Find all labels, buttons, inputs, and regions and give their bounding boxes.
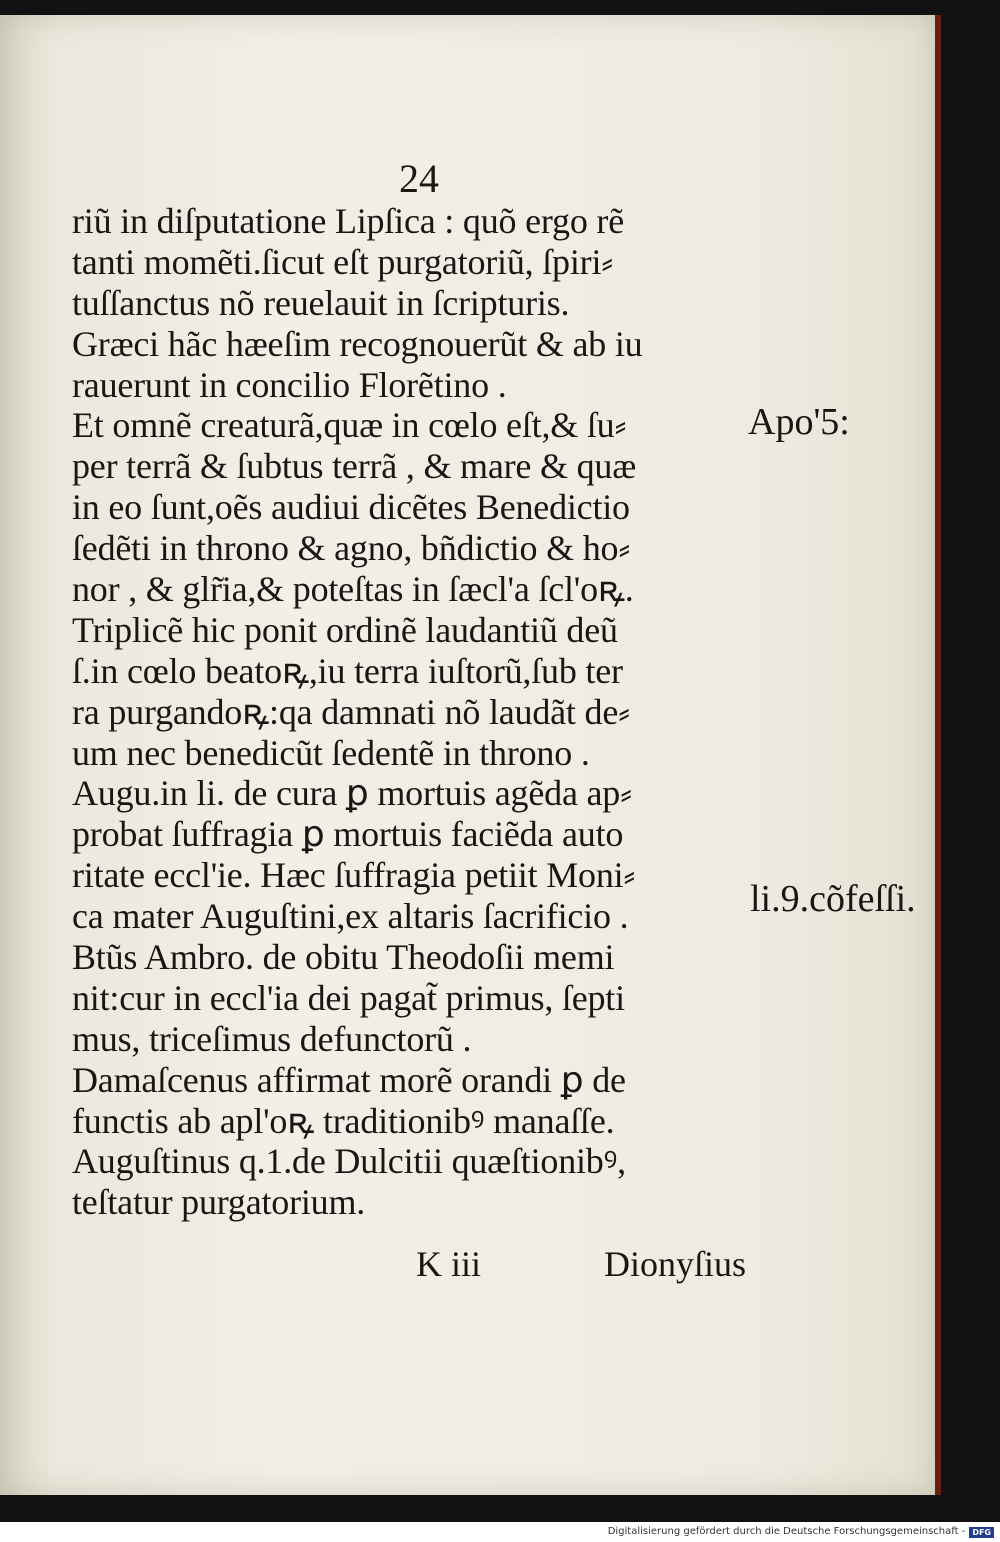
text-line: tanti momẽti.ſicut eſt purgatoriũ, ſpiri⸗ bbox=[72, 241, 614, 282]
text-line: Triplicẽ hic ponit ordinẽ laudantiũ deũ bbox=[72, 609, 618, 650]
text-line: Græci hãc hæeſim recognouerũt & ab iu bbox=[72, 323, 643, 364]
text-line: functis ab apl'oꝶ traditionibꝰ manaſſe. bbox=[72, 1100, 615, 1141]
dfg-logo-icon: DFG bbox=[969, 1527, 994, 1538]
marginal-note-confessions: li.9.cõfeſſi. bbox=[750, 878, 916, 920]
text-line: rauerunt in concilio Florẽtino . bbox=[72, 364, 507, 405]
text-line: teſtatur purgatorium. bbox=[72, 1182, 366, 1223]
text-line: mus, triceſimus defunctorũ . bbox=[72, 1018, 472, 1059]
book-page bbox=[0, 15, 941, 1495]
text-line: nit:cur in eccl'ia dei pagat̃ primus, ſepti bbox=[72, 977, 625, 1018]
body-text bbox=[72, 201, 752, 1223]
text-line: Et omnẽ creaturã,quæ in cœlo eſt,& ſu⸗ bbox=[72, 405, 627, 446]
text-line: tuſſanctus nõ reuelauit in ſcripturis. bbox=[72, 282, 570, 323]
text-line: Btũs Ambro. de obitu Theodoſii memi bbox=[72, 937, 615, 978]
text-line: in eo ſunt,oẽs audiui dicẽtes Benedictio bbox=[72, 487, 630, 528]
text-line: probat ſuffragia ꝑ mortuis faciẽda auto bbox=[72, 814, 624, 855]
text-line: per terrã & ſubtus terrã , & mare & quæ bbox=[72, 446, 637, 487]
text-line: ſ.in cœlo beatoꝶ,iu terra iuſtorũ,ſub ter bbox=[72, 650, 623, 691]
text-line: nor , & glr̃ia,& poteſtas in ſæcl'a ſcl'oꝶ. bbox=[72, 569, 634, 610]
text-line: ca mater Auguſtini,ex altaris ſacrificio . bbox=[72, 896, 629, 937]
text-line: um nec benedicũt ſedentẽ in throno . bbox=[72, 732, 590, 773]
text-line: ſedẽti in throno & agno, bñdictio & ho⸗ bbox=[72, 528, 631, 569]
footer-bar bbox=[0, 1522, 1000, 1542]
page-number: 24 bbox=[399, 156, 439, 201]
text-line: Augu.in li. de cura ꝑ mortuis agẽda ap⸗ bbox=[72, 773, 632, 814]
text-line: ritate eccl'ie. Hæc ſuffragia petiit Moni⸗ bbox=[72, 855, 636, 896]
catchline bbox=[416, 1243, 746, 1287]
text-line: riũ in diſputatione Lipſica : quõ ergo rẽ bbox=[72, 201, 624, 241]
signature-mark: K iii bbox=[416, 1244, 482, 1284]
funding-credit: Digitalisierung gefördert durch die Deutsche Forschungsgemeinschaft - bbox=[607, 1526, 966, 1537]
text-line: ra purgandoꝶ:qa damnati nõ laudãt de⸗ bbox=[72, 691, 630, 732]
catchword: Dionyſius bbox=[603, 1244, 746, 1284]
marginal-note-apocalypse: Apo'5: bbox=[748, 401, 850, 443]
text-line: Auguſtinus q.1.de Dulcitii quæſtionibꝰ, bbox=[72, 1141, 626, 1182]
text-line: Damaſcenus affirmat morẽ orandi ꝑ de bbox=[72, 1059, 626, 1100]
